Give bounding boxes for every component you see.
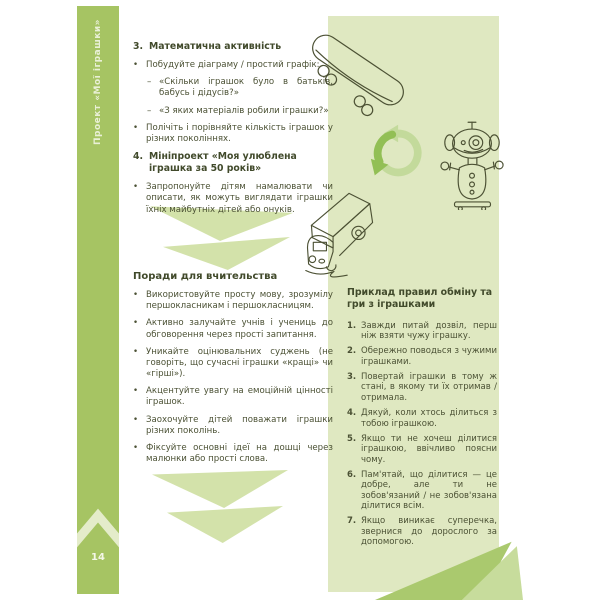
activity-3-heading xyxy=(133,41,333,53)
list-subitem: – «Скільки іграшок було в батьків, бабусь і дідусів?» xyxy=(147,77,333,99)
bullet-dot: • xyxy=(133,414,139,425)
rule-item: 5. Якщо ти не хочеш ділитися іграшкою, ввічливо поясни чому. xyxy=(347,433,497,465)
activity-number: 3. xyxy=(133,41,144,52)
teacher-tips-section xyxy=(133,271,333,471)
rule-item: 3. Повертай іграшки в тому ж стані, в якому ти їх отримав / отримала. xyxy=(347,371,497,403)
list-item: • Активно залучайте учнів і учениць до обговорення через прості запитання. xyxy=(133,318,333,340)
activity-number: 4. xyxy=(133,151,144,163)
recycle-arrows-icon xyxy=(366,122,436,184)
list-item: • Фіксуйте основні ідеї на дошці через малюнки або прості слова. xyxy=(133,442,333,465)
bullet-dot: • xyxy=(133,442,139,453)
dash-marker: – xyxy=(147,105,152,116)
activity-title: Мініпроект «Моя улюблена іграшка за 50 років» xyxy=(149,151,297,175)
bullet-dot: • xyxy=(133,346,139,357)
list-item: • Уникайте оцінювальних суджень (не говоріть, що сучасні іграшки «кращі» чи «гірші»). xyxy=(133,346,333,380)
chevron-up-icon xyxy=(77,505,119,551)
activities-section xyxy=(133,36,333,222)
rule-item: 1. Завжди питай дозвіл, перш ніж взяти чужу іграшку. xyxy=(347,320,497,342)
list-item: • Використовуйте просту мову, зрозумілу першокласникам і першокласницям. xyxy=(133,290,333,312)
project-spine-label: Проект «Мої іграшки» xyxy=(93,19,103,145)
dash-marker: – xyxy=(147,77,152,88)
list-item: • Заохочуйте дітей поважати іграшки різних поколінь. xyxy=(133,414,333,436)
bullet-dot: • xyxy=(133,122,139,133)
bullet-dot: • xyxy=(133,386,139,397)
bullet-dot: • xyxy=(133,290,139,300)
triangle-decor xyxy=(167,506,283,543)
sidebar-band xyxy=(77,6,119,594)
page-number: 14 xyxy=(91,552,105,563)
rule-item: 4. Дякуй, коли хтось ділиться з тобою іграшкою. xyxy=(347,408,497,429)
rule-item: 2. Обережно поводься з чужими іграшками. xyxy=(347,346,497,367)
rule-item: 7. Якщо виникає суперечка, звернися до дорослого за допомогою. xyxy=(347,516,497,548)
bullet-dot: • xyxy=(133,60,139,71)
exchange-rules-section xyxy=(347,287,497,552)
activity-4-heading xyxy=(133,151,333,175)
activity-title: Математична активність xyxy=(149,41,282,52)
triangle-decor xyxy=(163,237,290,270)
list-item: • Запропонуйте дітям намалювати чи описати, як можуть виглядати іграшки їхніх майбутніх дітей або онуків. xyxy=(133,182,333,215)
list-item: • Акцентуйте увагу на емоційній цінності іграшок. xyxy=(133,386,333,408)
rule-item: 6. Пам'ятай, що ділитися — це добре, але ти не зобов'язаний / не зобов'язана ділитися всім. xyxy=(347,469,497,512)
rules-title: Приклад правил обміну та гри з іграшками xyxy=(347,287,493,311)
robot-toy-sketch-icon xyxy=(438,120,506,210)
list-item: • Полічіть і порівняйте кількість іграшок у різних поколіннях. xyxy=(133,122,333,144)
tips-title: Поради для вчительства xyxy=(133,271,278,282)
bullet-dot: • xyxy=(133,318,139,329)
list-subitem: – «З яких матеріалів робили іграшки?» xyxy=(147,105,329,116)
bullet-dot: • xyxy=(133,182,139,193)
triangle-decor xyxy=(152,470,288,508)
list-item: • Побудуйте діаграму / простий графік: xyxy=(133,60,320,71)
